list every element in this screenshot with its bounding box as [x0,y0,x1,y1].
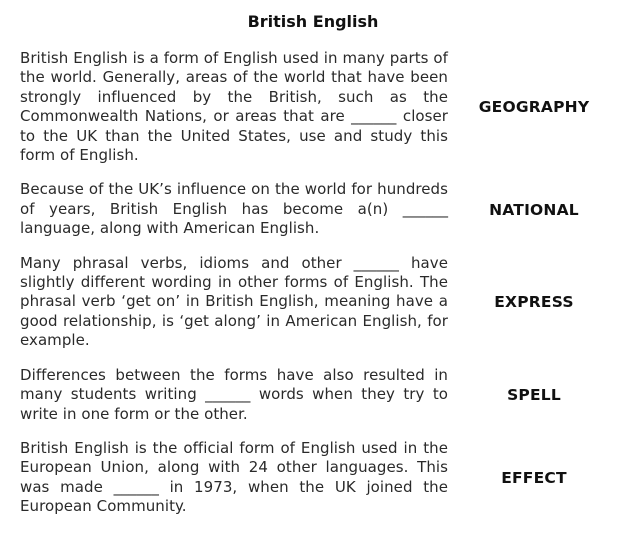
exercise-text: Because of the UK’s influence on the world for hundreds of years, British English has become a(n) ______ language, along with American English. [20,180,448,238]
base-word: GEOGRAPHY [478,98,590,117]
exercise-list [20,49,620,532]
exercise-text: British English is the official form of English used in the European Union, along with 24 other languages. This was made ______ in 1973, when the UK joined the European Community. [20,438,448,516]
exercise-row [20,366,620,424]
exercise-row [20,180,620,238]
base-word: SPELL [507,385,561,404]
exercise-text: Many phrasal verbs, idioms and other ______ have slightly different wording in other forms of English. The phrasal verb ‘get on’ in British English, meaning have a good relationship, is ‘get along’ in American English, for example. [20,253,448,350]
exercise-row [20,49,620,165]
base-word: EFFECT [501,468,567,487]
exercise-row [20,439,620,517]
exercise-row [20,254,620,351]
base-word: NATIONAL [489,200,579,219]
page-title: British English [247,12,379,31]
base-word: EXPRESS [494,293,574,312]
exercise-text: Differences between the forms have also resulted in many students writing ______ words when they try to write in one form or the other. [20,365,448,423]
exercise-text: British English is a form of English used in many parts of the world. Generally, areas of the world that have been strongly influenced by the British, such as the Commonwealth Nations, or areas that are ______ closer to the UK than the United States, use and study this form of English. [20,49,448,165]
